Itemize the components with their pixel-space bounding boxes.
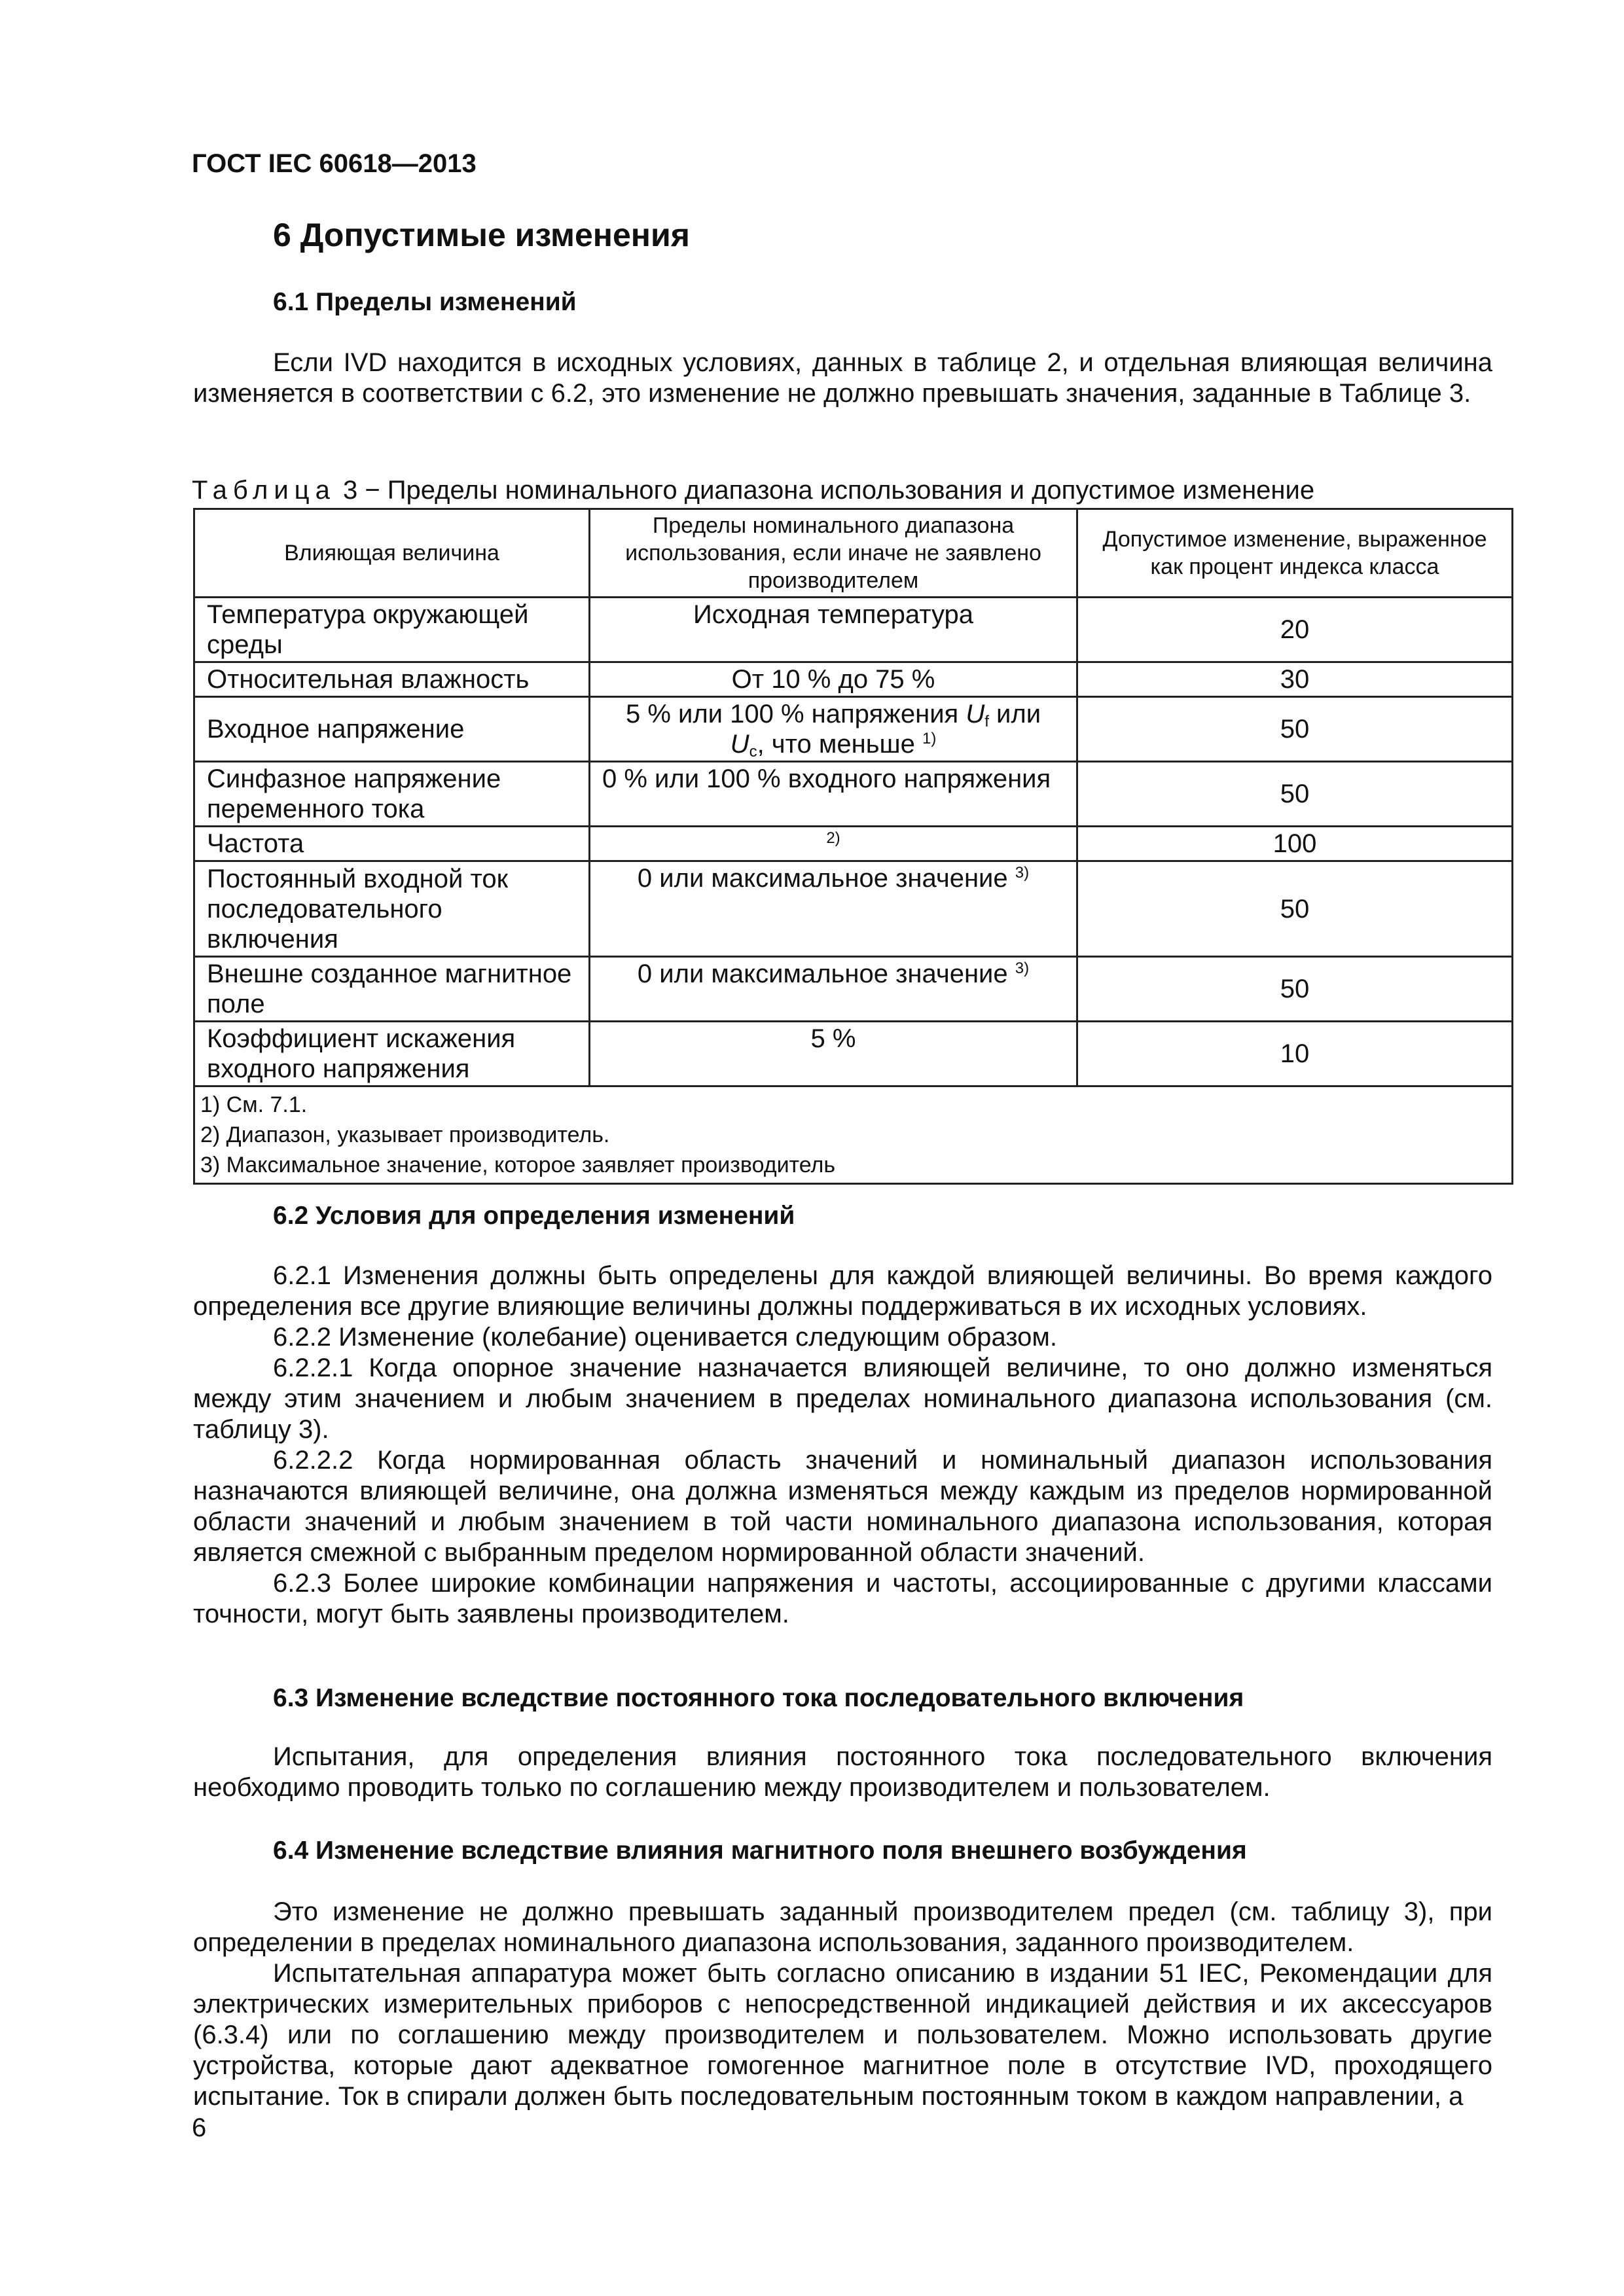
header-permissible-change: Допустимое изменение, выраженное как процент индекса класса <box>1077 509 1513 598</box>
cell-quantity: Коэффициент искажения входного напряжения <box>194 1022 590 1086</box>
cell-range: 0 % или 100 % входного напряжения <box>590 762 1077 827</box>
cell-quantity: Температура окружающей среды <box>194 598 590 662</box>
cell-change: 50 <box>1077 762 1513 827</box>
paragraph-6-2-2: 6.2.2 Изменение (колебание) оценивается следующим образом. <box>273 1323 1058 1352</box>
table-note: 3) Максимальное значение, которое заявляет производитель <box>200 1153 836 1177</box>
cell-change: 50 <box>1077 861 1513 957</box>
table-row <box>194 762 1513 827</box>
cell-quantity: Частота <box>194 827 590 861</box>
cell-quantity: Входное напряжение <box>194 697 590 762</box>
table-row <box>194 662 1513 697</box>
cell-change: 10 <box>1077 1022 1513 1086</box>
section-6-4-title: 6.4 Изменение вследствие влияния магнитного поля внешнего возбуждения <box>273 1837 1247 1865</box>
section-6-1-paragraph <box>193 348 1492 409</box>
table-row <box>194 957 1513 1022</box>
page-number: 6 <box>192 2113 207 2142</box>
paragraph-6-2-1: 6.2.1 Изменения должны быть определены для каждой влияющей величины. Во время каждого определения все другие влияющие величины должны поддерживаться в их исходных условиях. <box>193 1261 1492 1321</box>
cell-range: 0 или максимальное значение $^{3)}$ <box>590 861 1077 957</box>
table-3 <box>193 508 1513 1185</box>
document-header: ГОСТ IEC 60618—2013 <box>192 149 477 178</box>
header-nominal-range: Пределы номинального диапазона использования, если иначе не заявлено производителем <box>590 509 1077 598</box>
table-row <box>194 1022 1513 1086</box>
section-6-4-body <box>193 1897 1492 2112</box>
cell-range: От 10 % до 75 % <box>590 662 1077 697</box>
cell-change: 50 <box>1077 957 1513 1022</box>
table-row <box>194 697 1513 762</box>
header-influence-quantity: Влияющая величина <box>194 509 590 598</box>
cell-range: Исходная температура <box>590 598 1077 662</box>
section-6-3-title: 6.3 Изменение вследствие постоянного тока последовательного включения <box>273 1684 1244 1712</box>
table-notes <box>194 1086 1513 1184</box>
section-6-3-body <box>193 1742 1492 1803</box>
table-row <box>194 598 1513 662</box>
paragraph-6-2-2-1: 6.2.2.1 Когда опорное значение назначается влияющей величине, то оно должно изменяться между этим значением и любым значением в пределах номинального диапазона использования (см. таблицу 3). <box>193 1354 1492 1444</box>
caption-text: 3 − Пределы номинального диапазона использования и допустимое изменение <box>342 476 1315 505</box>
table-3-caption <box>192 476 1314 505</box>
paragraph-text: Если IVD находится в исходных условиях, данных в таблице 2, и отдельная влияющая величина изменяется в соответствии с 6.2, это изменение не должно превышать значения, заданные в Таблице 3. <box>193 348 1492 408</box>
paragraph-text: Это изменение не должно превышать заданный производителем предел (см. таблицу 3), при определении в пределах номинального диапазона использования, заданного производителем. <box>193 1897 1492 1957</box>
cell-quantity: Внешне созданное магнитное поле <box>194 957 590 1022</box>
table-note: 2) Диапазон, указывает производитель. <box>200 1122 610 1147</box>
cell-change: 20 <box>1077 598 1513 662</box>
table-header-row <box>194 509 1513 598</box>
cell-change: 50 <box>1077 697 1513 762</box>
cell-range: 0 или максимальное значение $^{3)}$ <box>590 957 1077 1022</box>
section-6-title: 6 Допустимые изменения <box>273 217 690 253</box>
table-row <box>194 827 1513 861</box>
cell-change: 30 <box>1077 662 1513 697</box>
cell-quantity: Постоянный входной ток последовательного включения <box>194 861 590 957</box>
cell-range: 2) <box>590 827 1077 861</box>
cell-range: 5 % <box>590 1022 1077 1086</box>
section-6-2-body <box>193 1261 1492 1630</box>
paragraph-6-2-2-2: 6.2.2.2 Когда нормированная область значений и номинальный диапазон использования назначаются влияющей величине, она должна изменяться между каждым из пределов нормированной области значений и любым значением в той части номинального диапазона использования, которая является смежной с выбранным пределом нормированной области значений. <box>193 1446 1492 1567</box>
table-note: 1) См. 7.1. <box>200 1092 308 1117</box>
cell-change: 100 <box>1077 827 1513 861</box>
section-6-2-title: 6.2 Условия для определения изменений <box>273 1202 795 1230</box>
caption-label: Таблица <box>192 476 336 505</box>
cell-range: 5 % или 100 % напряжения $U_f$ или $U_c$, что меньше $^{1)}$ <box>590 697 1077 762</box>
table-row <box>194 861 1513 957</box>
table-notes-row <box>194 1086 1513 1184</box>
cell-quantity: Относительная влажность <box>194 662 590 697</box>
section-6-1-title: 6.1 Пределы изменений <box>273 288 577 316</box>
paragraph-text: Испытания, для определения влияния постоянного тока последовательного включения необходимо проводить только по соглашению между производителем и пользователем. <box>193 1742 1492 1802</box>
paragraph-text: Испытательная аппаратура может быть согласно описанию в издании 51 IEC, Рекомендации для электрических измерительных приборов с непосредственной индикацией действия и их аксессуаров (6.3.4) или по соглашению между производителем и пользователем. Можно использовать другие устройства, которые дают адекватное гомогенное магнитное поле в отсутствие IVD, проходящего испытание. Ток в спирали должен быть последовательным постоянным током в каждом направлении, а <box>193 1959 1492 2111</box>
paragraph-6-2-3: 6.2.3 Более широкие комбинации напряжения и частоты, ассоциированные с другими классами точности, могут быть заявлены производителем. <box>193 1569 1492 1628</box>
cell-quantity: Синфазное напряжение переменного тока <box>194 762 590 827</box>
